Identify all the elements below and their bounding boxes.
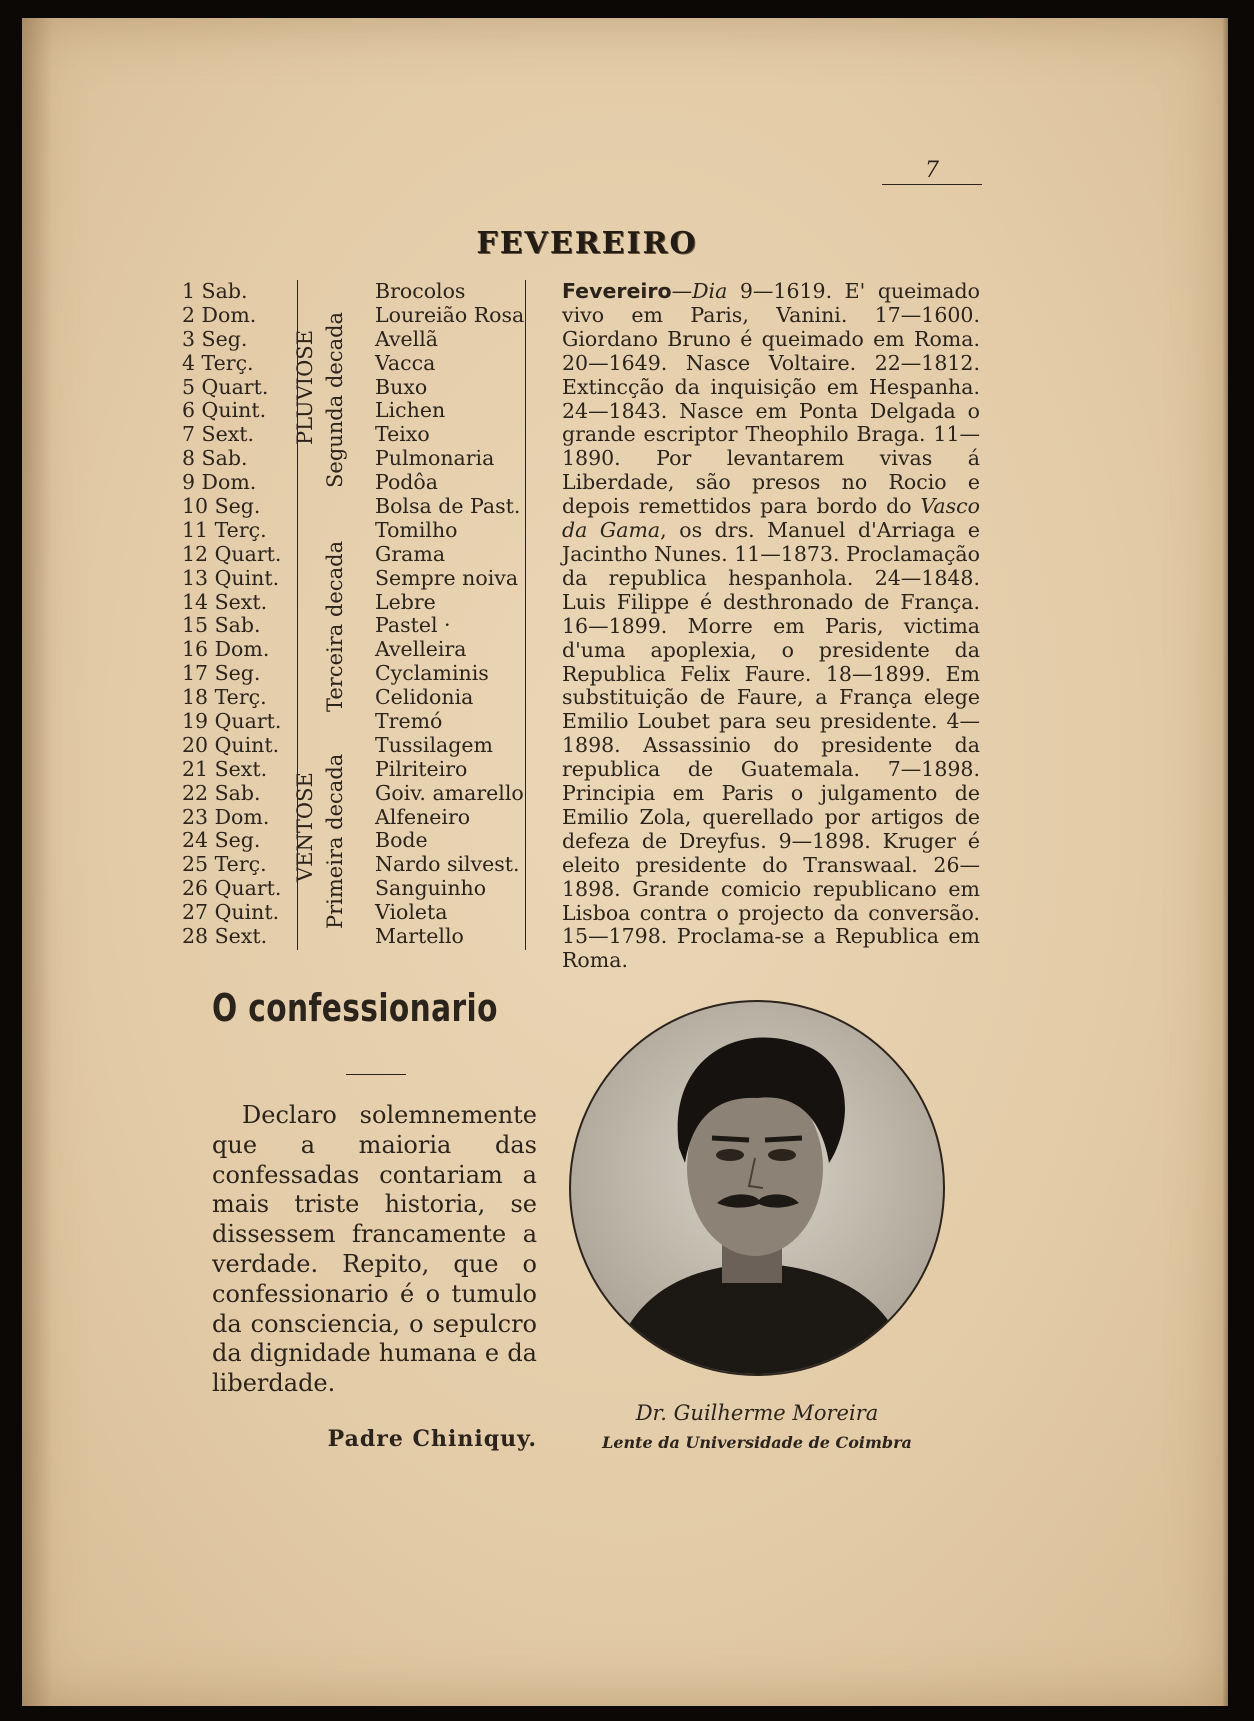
calendar-plant: Buxo	[375, 374, 428, 399]
calendar-day: 3 Seg.	[182, 326, 248, 351]
calendar-divider-right	[525, 280, 526, 950]
calendar-plants-column	[375, 280, 545, 949]
historical-notes: Fevereiro—Dia 9—1619. E' queimado vivo em Paris, Vanini. 17—1600. Giordano Bruno é queimado em Roma. 20—1649. Nasce Voltaire. 22—1812. Extincção da inquisição em Hespanha. 24—1843. Nasce em Ponta Delgada o grande escriptor Theophilo Braga. 11—1890. Por levantarem vivas á Liberdade, são presos no Rocio e depois remettidos para bordo do Vasco da Gama, os drs. Manuel d'Arriaga e Jacintho Nunes. 11—1873. Proclamação da republica hespanhola. 24—1848. Luis Filippe é desthronado de França. 16—1899. Morre em Paris, victima d'uma apoplexia, o presidente da Republica Felix Faure. 18—1899. Em substituição de Faure, a França elege Emilio Loubet para seu presidente. 4—1898. Assassinio do presidente da republica de Guatemala. 7—1898. Principia em Paris o julgamento de Emilio Zola, querellado por artigos de defeza de Dreyfus. 9—1898. Kruger é eleito presidente do Transwaal. 26—1898. Grande comicio republicano em Lisboa contra o projecto da conversão. 15—1798. Proclama-se a Republica em Roma.	[562, 279, 980, 973]
calendar-plant: Pilriteiro	[375, 756, 468, 781]
calendar-plant: Avellã	[375, 326, 439, 351]
calendar-day: 14 Sext.	[182, 589, 268, 614]
calendar-day: 27 Quint.	[182, 900, 280, 925]
calendar-day: 7 Sext.	[182, 422, 255, 447]
calendar-day: 4 Terç.	[182, 350, 254, 375]
calendar-day: 8 Sab.	[182, 446, 248, 471]
calendar-plant: Lebre	[375, 589, 436, 614]
month-label-pluviose: PLUVIOSE	[293, 329, 317, 446]
calendar-plant: Lichen	[375, 398, 446, 423]
calendar-plant: Goiv. amarello	[375, 780, 524, 805]
calendar-plant: Violeta	[375, 900, 448, 925]
decade-label-segunda: Segunda decada	[323, 311, 347, 488]
notes-dia-label: Dia	[692, 279, 728, 303]
almanac-page	[22, 18, 1228, 1706]
article-title: O confessionario	[212, 986, 498, 1030]
portrait-image	[567, 998, 947, 1378]
calendar-plant: Loureião Rosa	[375, 302, 525, 327]
notes-lead: Fevereiro	[562, 279, 672, 303]
portrait-caption-name: Dr. Guilherme Moreira	[635, 1401, 879, 1425]
calendar-plant: Teixo	[375, 422, 430, 447]
calendar-day: 18 Terç.	[182, 685, 267, 710]
calendar-day: 5 Quart.	[182, 374, 269, 399]
calendar-day: 16 Dom.	[182, 637, 270, 662]
calendar-day: 2 Dom.	[182, 302, 257, 327]
calendar-day: 9 Dom.	[182, 470, 257, 495]
portrait-caption-role: Lente da Universidade de Coimbra	[602, 1433, 912, 1452]
calendar-day: 10 Seg.	[182, 494, 261, 519]
title-divider	[346, 1074, 406, 1075]
calendar-day: 20 Quint.	[182, 732, 280, 757]
calendar-plant: Celidonia	[375, 685, 474, 710]
calendar-plant: Vacca	[375, 350, 436, 375]
article-text: Declaro solemnemente que a maioria das confessadas contariam a mais triste historia, se dissessem francamente a verdade. Repito, que o confessionario é o tumulo da consciencia, o sepulcro da dignidade humana e da liberdade.	[212, 1101, 537, 1398]
page-fold-shadow	[22, 18, 52, 1706]
calendar-plant: Tremó	[375, 709, 443, 734]
calendar-day: 22 Sab.	[182, 780, 261, 805]
calendar-plant: Martello	[375, 924, 464, 949]
month-label-ventose: VENTOSE	[293, 772, 317, 883]
calendar-plant: Pulmonaria	[375, 446, 495, 471]
calendar-day: 17 Seg.	[182, 661, 261, 686]
notes-text-part2: , os drs. Manuel d'Arriaga e Jacintho Nunes. 11—1873. Proclamação da republica hespanhola. 24—1848. Luis Filippe é desthronado de França. 16—1899. Morre em Paris, victima d'uma apoplexia, o presidente da Republica Felix Faure. 18—1899. Em substituição de Faure, a França elege Emilio Loubet para seu presidente. 4—1898. Assassinio do presidente da republica de Guatemala. 7—1898. Principia em Paris o julgamento de Emilio Zola, querellado por artigos de defeza de Dreyfus. 9—1898. Kruger é eleito presidente do Transwaal. 26—1898. Grande comicio republicano em Lisboa contra o projecto da conversão. 15—1798. Proclama-se a Republica em Roma.	[562, 518, 980, 973]
notes-text-part1: 9—1619. E' queimado vivo em Paris, Vanini. 17—1600. Giordano Bruno é queimado em Roma. 20—1649. Nasce Voltaire. 22—1812. Extincção da inquisição em Hespanha. 24—1843. Nasce em Ponta Delgada o grande escriptor Theophilo Braga. 11—1890. Por levantarem vivas á Liberdade, são presos no Rocio e depois remettidos para bordo do	[562, 279, 980, 519]
calendar-day: 1 Sab.	[182, 279, 248, 303]
page-number: 7	[882, 158, 982, 185]
month-title: FEVEREIRO	[476, 226, 698, 261]
calendar-day: 24 Seg.	[182, 828, 261, 853]
calendar-day: 6 Quint.	[182, 398, 267, 423]
article-author: Padre Chiniquy.	[327, 1426, 537, 1452]
notes-ship-name: Vasco da Gama	[562, 494, 980, 543]
calendar-plant: Bode	[375, 828, 428, 853]
page-edge-shadow	[1222, 18, 1228, 1706]
calendar-day: 15 Sab.	[182, 613, 261, 638]
calendar-plant: Grama	[375, 541, 446, 566]
calendar-plant: Alfeneiro	[375, 804, 471, 829]
calendar-day: 13 Quint.	[182, 565, 280, 590]
calendar-plant: Tussilagem	[375, 732, 493, 757]
calendar-day: 21 Sext.	[182, 756, 268, 781]
decade-label-primeira: Primeira decada	[323, 753, 347, 930]
calendar-plant: Podôa	[375, 470, 438, 495]
calendar-plant: Pastel ·	[375, 613, 451, 638]
calendar-day: 25 Terç.	[182, 852, 267, 877]
calendar-plant: Brocolos	[375, 279, 466, 303]
calendar-plant: Sanguinho	[375, 876, 487, 901]
calendar-plant: Avelleira	[375, 637, 467, 662]
calendar-plant: Nardo silvest.	[375, 852, 520, 877]
calendar-day: 12 Quart.	[182, 541, 282, 566]
calendar-day: 11 Terç.	[182, 517, 267, 542]
calendar-plant: Tomilho	[375, 517, 458, 542]
calendar-plant: Bolsa de Past.	[375, 494, 521, 519]
calendar-day: 19 Quart.	[182, 709, 282, 734]
calendar-day: 28 Sext.	[182, 924, 268, 949]
calendar-plant: Sempre noiva	[375, 565, 519, 590]
decade-label-terceira: Terceira decada	[323, 540, 347, 713]
calendar-day: 26 Quart.	[182, 876, 282, 901]
calendar-day: 23 Dom.	[182, 804, 270, 829]
calendar-plant: Cyclaminis	[375, 661, 489, 686]
